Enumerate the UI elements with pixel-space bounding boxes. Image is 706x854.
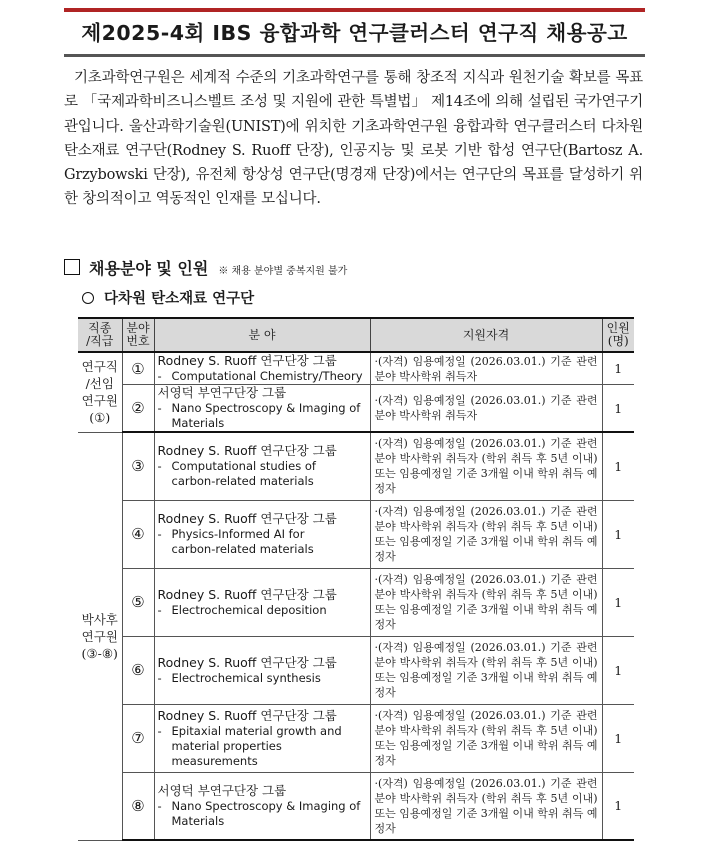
research-topic-continued: carbon-related materials xyxy=(171,542,314,556)
headcount-cell: 1 xyxy=(602,500,634,568)
header-field: 분 야 xyxy=(154,318,370,352)
qualification-cell: ·(자격) 임용예정일 (2026.03.01.) 기준 관련 분야 박사학위 취득자 (학위 취득 후 5년 이내) 또는 임용예정일 기준 3개월 이내 학위 취득 예정자 xyxy=(370,500,602,568)
intro-paragraph: 기초과학연구원은 세계적 수준의 기초과학연구를 통해 창조적 지식과 원천기술 확보를 목표로 「국제과학비즈니스벨트 조성 및 지원에 관한 특별법」 제14조에 의해 설립된 국가연구기관입니다. 울산과학기술원(UNIST)에 위치한 기초과학연구원 융합과학 연구클러스터 다차원 탄소재료 연구단(Rodney S. Ruoff 단장), 인공지능 및 로봇 기반 합성 연구단(Bartosz A. Grzybowski 단장), 유전체 항상성 연구단(명경재 단장)에서는 연구단의 목표를 달성하기 위한 창의적이고 역동적인 인재를 모십니다. xyxy=(64,70,643,208)
research-topic-continued: material properties measurements xyxy=(171,738,282,768)
page-title: 제2025-4회 IBS 융합과학 연구클러스터 연구직 채용공고 xyxy=(81,21,628,45)
qualification-cell: ·(자격) 임용예정일 (2026.03.01.) 기준 관련 분야 박사학위 취득자 (학위 취득 후 5년 이내) 또는 임용예정일 기준 3개월 이내 학위 취득 예정자 xyxy=(370,704,602,772)
research-topic-continued: Materials xyxy=(171,813,225,828)
field-number: ⑥ xyxy=(122,636,154,704)
category-cell: 박사후 연구원 (③-⑧) xyxy=(78,432,122,840)
field-cell: Rodney S. Ruoff 연구단장 그룹 - Computational Chemistry/Theory xyxy=(154,352,370,385)
research-group-name: Rodney S. Ruoff 연구단장 그룹 xyxy=(157,511,337,526)
qualification-cell: ·(자격) 임용예정일 (2026.03.01.) 기준 관련 분야 박사학위 취득자 (학위 취득 후 5년 이내) 또는 임용예정일 기준 3개월 이내 학위 취득 예정자 xyxy=(370,772,602,840)
field-cell: Rodney S. Ruoff 연구단장 그룹 - Electrochemical synthesis xyxy=(154,636,370,704)
research-group-name: Rodney S. Ruoff 연구단장 그룹 xyxy=(157,586,337,602)
table-row xyxy=(78,352,634,385)
table-header-row xyxy=(78,318,634,352)
field-cell: Rodney S. Ruoff 연구단장 그룹 - Physics-Informed AI for carbon-related materials xyxy=(154,500,370,568)
field-number: ② xyxy=(122,385,154,433)
headcount-cell: 1 xyxy=(602,352,634,385)
field-cell: Rodney S. Ruoff 연구단장 그룹 - Computational studies of carbon-related materials xyxy=(154,432,370,500)
research-group-name: 서영덕 부연구단장 그룹 xyxy=(157,385,287,400)
headcount-cell: 1 xyxy=(602,568,634,636)
headcount-cell: 1 xyxy=(602,385,634,433)
research-topic: Electrochemical deposition xyxy=(171,602,327,617)
headcount-cell: 1 xyxy=(602,432,634,500)
headcount-cell: 1 xyxy=(602,772,634,840)
field-cell: Rodney S. Ruoff 연구단장 그룹 - Electrochemical deposition xyxy=(154,568,370,636)
research-topic: Physics-Informed AI for xyxy=(171,527,305,541)
field-number: ⑦ xyxy=(122,704,154,772)
category-cell: 연구직 /선임 연구원 (①) xyxy=(78,352,122,432)
recruitment-table xyxy=(78,317,634,841)
header-count: 인원 (명) xyxy=(602,318,634,352)
research-topic: Epitaxial material growth and xyxy=(171,723,342,738)
research-topic-continued: Materials xyxy=(171,416,225,430)
field-cell: 서영덕 부연구단장 그룹 - Nano Spectroscopy & Imaging of Materials xyxy=(154,772,370,840)
section-heading xyxy=(64,256,664,279)
circle-bullet-icon xyxy=(82,292,94,304)
research-group-name: Rodney S. Ruoff 연구단장 그룹 xyxy=(157,707,337,723)
research-topic: Electrochemical synthesis xyxy=(171,670,321,685)
research-topic-continued: carbon-related materials xyxy=(171,474,314,489)
qualification-cell: ·(자격) 임용예정일 (2026.03.01.) 기준 관련 분야 박사학위 취득자 (학위 취득 후 5년 이내) 또는 임용예정일 기준 3개월 이내 학위 취득 예정자 xyxy=(370,568,602,636)
research-topic: Computational Chemistry/Theory xyxy=(171,369,363,383)
research-topic: Nano Spectroscopy & Imaging of xyxy=(171,401,361,415)
field-cell: Rodney S. Ruoff 연구단장 그룹 - Epitaxial material growth and material properties measurements xyxy=(154,704,370,772)
section-title: 채용분야 및 인원 xyxy=(89,259,209,278)
header-qualification: 지원자격 xyxy=(370,318,602,352)
header-number: 분야 번호 xyxy=(122,318,154,352)
field-cell: 서영덕 부연구단장 그룹 - Nano Spectroscopy & Imaging of Materials xyxy=(154,385,370,433)
table-row xyxy=(78,500,634,568)
research-topic: Nano Spectroscopy & Imaging of xyxy=(171,798,361,813)
table-row xyxy=(78,432,634,500)
table-row xyxy=(78,704,634,772)
section-note: ※ 채용 분야별 중복지원 불가 xyxy=(218,266,348,277)
research-group-name: Rodney S. Ruoff 연구단장 그룹 xyxy=(157,443,337,459)
title-banner xyxy=(64,8,645,57)
research-group-name: 서영덕 부연구단장 그룹 xyxy=(157,782,287,798)
field-number: ① xyxy=(122,352,154,385)
table-row xyxy=(78,636,634,704)
field-number: ④ xyxy=(122,500,154,568)
square-bullet-icon xyxy=(64,259,80,275)
table-row xyxy=(78,385,634,433)
header-category: 직종 /직급 xyxy=(78,318,122,352)
qualification-cell: ·(자격) 임용예정일 (2026.03.01.) 기준 관련 분야 박사학위 취득자 (학위 취득 후 5년 이내) 또는 임용예정일 기준 3개월 이내 학위 취득 예정자 xyxy=(370,432,602,500)
table-row xyxy=(78,772,634,840)
headcount-cell: 1 xyxy=(602,704,634,772)
field-number: ③ xyxy=(122,432,154,500)
research-group-name: Rodney S. Ruoff 연구단장 그룹 xyxy=(157,353,337,368)
qualification-cell: ·(자격) 임용예정일 (2026.03.01.) 기준 관련 분야 박사학위 취득자 xyxy=(370,352,602,385)
research-topic: Computational studies of xyxy=(171,459,316,474)
table-row xyxy=(78,568,634,636)
qualification-cell: ·(자격) 임용예정일 (2026.03.01.) 기준 관련 분야 박사학위 취득자 (학위 취득 후 5년 이내) 또는 임용예정일 기준 3개월 이내 학위 취득 예정자 xyxy=(370,636,602,704)
research-group-name: Rodney S. Ruoff 연구단장 그룹 xyxy=(157,654,337,670)
title-bottom-rule xyxy=(64,54,645,57)
subsection-heading xyxy=(82,287,254,308)
headcount-cell: 1 xyxy=(602,636,634,704)
qualification-cell: ·(자격) 임용예정일 (2026.03.01.) 기준 관련 분야 박사학위 취득자 xyxy=(370,385,602,433)
field-number: ⑤ xyxy=(122,568,154,636)
field-number: ⑧ xyxy=(122,772,154,840)
subsection-title: 다차원 탄소재료 연구단 xyxy=(104,291,255,307)
